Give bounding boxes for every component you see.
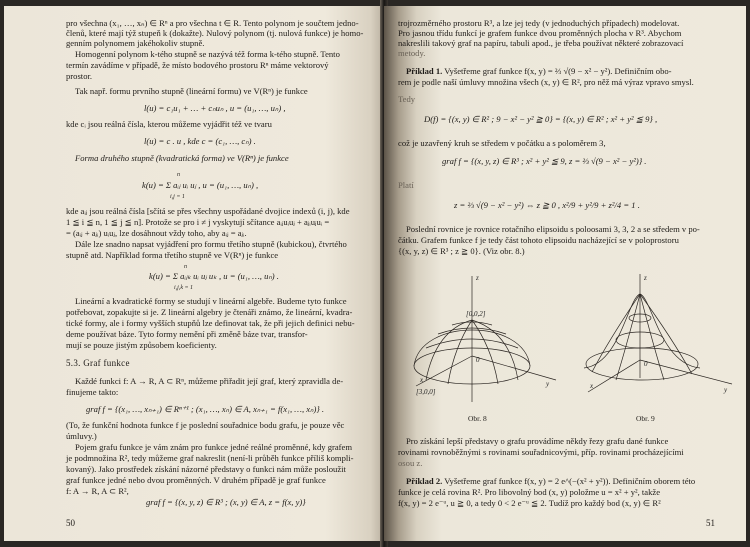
- text-line: Pojem grafu funkce je vám znám pro funkce jedné reálné proměnné, kdy grafem: [75, 442, 353, 452]
- text-line: osou z.: [398, 458, 423, 468]
- text-line: Tak např. formu prvního stupně (lineární formu) ve V(Rⁿ) je funkce: [75, 86, 308, 96]
- figure-bell-surface: [580, 268, 740, 408]
- text-line: deme používat báze. Tyto formy nemění při změně báze tvar, transfor-: [66, 329, 308, 339]
- equation-dot-product: l(u) = c . u , kde c = (c₁, …, cₙ) .: [144, 136, 256, 146]
- equation-cubic-form: k(u) = Σ aᵢⱼₖ uᵢ uⱼ uₖ , u = (u₁, …, uₙ) .: [149, 271, 279, 281]
- text-line: prostor.: [66, 71, 93, 81]
- text-line: metody.: [398, 48, 426, 58]
- text-line: Každé funkci f: A → R, A ⊂ Rⁿ, můžeme přiřadit její graf, který zpravidla de-: [75, 376, 344, 386]
- text-line: Poslední rovnice je rovnice rotačního elipsoidu s poloosami 3, 3, 2 a se středem v po-: [406, 224, 700, 234]
- sum-lower-limit: i,j,k = 1: [174, 285, 194, 291]
- text-line: kovaný). Jako prostředek získání názorné představy o funkci nám může posloužit: [66, 464, 346, 474]
- text-line: {(x, y, z) ∈ R³ ; z ≧ 0}. (Viz obr. 8.): [398, 246, 525, 256]
- text-line: Homogenní polynom k-tého stupně se nazývá též forma k-tého stupně. Tento: [75, 49, 340, 59]
- page-number: 51: [706, 518, 715, 528]
- section-title: 5.3. Graf funkce: [66, 358, 130, 368]
- axis-label-y: y: [724, 386, 728, 394]
- equation-graph-2d: graf f = {(x, y, z) ∈ R³ ; (x, y) ∈ A, z = f(x, y)}: [146, 497, 306, 507]
- origin-label: 0: [476, 356, 480, 364]
- text-line: Pro získání lepší představy o grafu provádíme někdy řezy grafu dané funkce: [406, 436, 669, 446]
- equation-linear-form: l(u) = c₁u₁ + … + cₙuₙ , u = (u₁, …, uₙ) ,: [144, 103, 286, 113]
- equation-ellipsoid: z = ⅔ √(9 − x² − y²) ⇔ z ≧ 0 , x²/9 + y²/9 + z²/4 = 1 .: [454, 200, 640, 210]
- example-label: Příklad 2.: [406, 476, 443, 486]
- text-line: je podmnožina R², tedy můžeme graf nakreslit (není-li průběh funkce příliš kompli-: [66, 453, 354, 463]
- text-line: funkce je celá rovina R². Pro libovolný bod (x, y) položme u = x² + y², takže: [398, 487, 661, 497]
- text-line: Dále lze snadno napsat vyjádření pro formu třetího stupně (kubickou), čtvrtého: [75, 239, 347, 249]
- example-label: Příklad 1.: [406, 66, 443, 76]
- sum-lower-limit: i,j = 1: [170, 194, 185, 200]
- point-label-top: [0,0,2]: [466, 310, 486, 318]
- text-line: Lineární a kvadratické formy se studují v lineární algebře. Budeme tyto funkce: [75, 296, 347, 306]
- axis-label-y: y: [546, 380, 550, 388]
- figure-caption: Obr. 9: [636, 414, 655, 423]
- text-line: Pro jasnou třídu funkcí je grafem funkce dvou proměnných plocha v R³. Abychom: [398, 28, 682, 38]
- sum-upper-limit: n: [184, 264, 187, 270]
- text-line: Platí: [398, 180, 414, 190]
- origin-label: 0: [644, 360, 648, 368]
- text-line: členů, které mají týž stupeň k (dokažte). Nulový polynom (tj. nulová funkce) je homo-: [66, 28, 364, 38]
- text-line: rovinami rovnoběžnými s rovinami souřadnicovými, příp. rovinami procházejícími: [398, 447, 684, 457]
- axis-label-x: x: [420, 376, 424, 384]
- figure-caption: Obr. 8: [468, 414, 487, 423]
- text-line: pro všechna (x₁, …, xₙ) ∈ Rⁿ a pro všechna t ∈ R. Tento polynom je součtem jedno-: [66, 18, 359, 28]
- text-line: tické formy, ale i formy vyšších stupňů lze definovat tak, že při jejich definici nebu-: [66, 318, 355, 328]
- text-line: což je uzavřený kruh se středem v počátku a s poloměrem 3,: [398, 138, 606, 148]
- text-line: (To, že funkční hodnota funkce f je poslední souřadnice bodu grafu, je pouze věc: [66, 420, 345, 430]
- right-page: [384, 6, 746, 541]
- text-line: f: A → R, A ⊂ R²,: [66, 486, 129, 496]
- text-line: termín zavádíme v případě, že místo bodového prostoru Rⁿ máme vektorový: [66, 60, 329, 70]
- text-line: úmluvy.): [66, 431, 97, 441]
- point-label-x: [3,0,0]: [416, 388, 436, 396]
- text-line: = (aᵢⱼ + aⱼᵢ) uᵢuⱼ, lze dosáhnout vždy toho, aby aᵢⱼ = aⱼᵢ.: [66, 228, 247, 238]
- axis-label-z: z: [476, 274, 479, 282]
- equation-quadratic-form: k(u) = Σ aᵢⱼ uᵢ uⱼ , u = (u₁, …, uₙ) ,: [142, 180, 259, 190]
- text-line: stupně atd. Například forma třetího stupně ve V(Rⁿ) je funkce: [66, 250, 279, 260]
- equation-domain: D(f) = {(x, y) ∈ R² ; 9 − x² − y² ≧ 0} = {(x, y) ∈ R² ; x² + y² ≦ 9} ,: [424, 114, 658, 124]
- text-line: kde aᵢⱼ jsou reálná čísla [sčítá se přes všechny uspořádané dvojice indexů (i, j), kde: [66, 206, 350, 216]
- left-page: [4, 6, 382, 541]
- text-line: trojrozměrného prostoru R³, a lze jej tedy (v jednoduchých případech) modelovat.: [398, 18, 680, 28]
- text-line: potřebovat, zopakujte si je. Z lineární algebry je čtenáři známo, že lineární, kvadra-: [66, 307, 353, 317]
- equation-graph: graf f = {(x, y, z) ∈ R³ ; x² + y² ≦ 9, z = ⅔ √(9 − x² − y²)} .: [442, 156, 647, 166]
- figure-ellipsoid: [406, 268, 566, 408]
- text-line: graf funkce jedné nebo dvou proměnných. V druhém případě je graf funkce: [66, 475, 326, 485]
- text-line: Vyšetřeme graf funkce f(x, y) = ⅔ √(9 − x² − y²). Definičním obo-: [444, 66, 672, 76]
- text-line: Vyšetřeme graf funkce f(x, y) = 2 e^(−(x² + y²)). Definičním oborem této: [444, 476, 696, 486]
- axis-label-z: z: [644, 274, 647, 282]
- text-line: čátku. Grafem funkce f je tedy část tohoto elipsoidu nacházející se v poloprostoru: [398, 235, 679, 245]
- text-line: f(x, y) = 2 e⁻ᵘ, u ≧ 0, a tedy 0 < 2 e⁻ᵘ ≦ 2. Tudíž pro každý bod (x, y) ∈ R²: [398, 498, 661, 508]
- axis-label-x: x: [590, 382, 594, 390]
- page-number: 50: [66, 518, 75, 528]
- text-line: 1 ≦ i ≦ n, 1 ≦ j ≦ n]. Protože se pro i ≠ j vyskytují sčítance aᵢⱼuᵢuⱼ + aⱼᵢuⱼuᵢ =: [66, 217, 330, 227]
- text-line: Forma druhého stupně (kvadratická forma) ve V(Rⁿ) je funkce: [75, 153, 289, 163]
- text-line: nakreslili takový graf na papíru, tabuli apod., je třeba používat některé zobrazovací: [398, 38, 684, 48]
- equation-graph-definition: graf f = {(x₁, …, xₙ₊₁) ∈ Rⁿ⁺¹ ; (x₁, …, xₙ) ∈ A, xₙ₊₁ = f(x₁, …, xₙ)} .: [86, 404, 325, 414]
- text-line: Tedy: [398, 94, 416, 104]
- text-line: kde cᵢ jsou reálná čísla, kterou můžeme vyjádřit též ve tvaru: [66, 119, 272, 129]
- text-line: rem je podle naší úmluvy množina všech (x, y) ∈ R², pro něž má výraz vpravo smysl.: [398, 77, 694, 87]
- text-line: finujeme takto:: [66, 387, 119, 397]
- sum-upper-limit: n: [177, 172, 180, 178]
- text-line: genním polynomem jakéhokoliv stupně.: [66, 38, 205, 48]
- text-line: mují se pouze jistým způsobem koeficienty.: [66, 340, 217, 350]
